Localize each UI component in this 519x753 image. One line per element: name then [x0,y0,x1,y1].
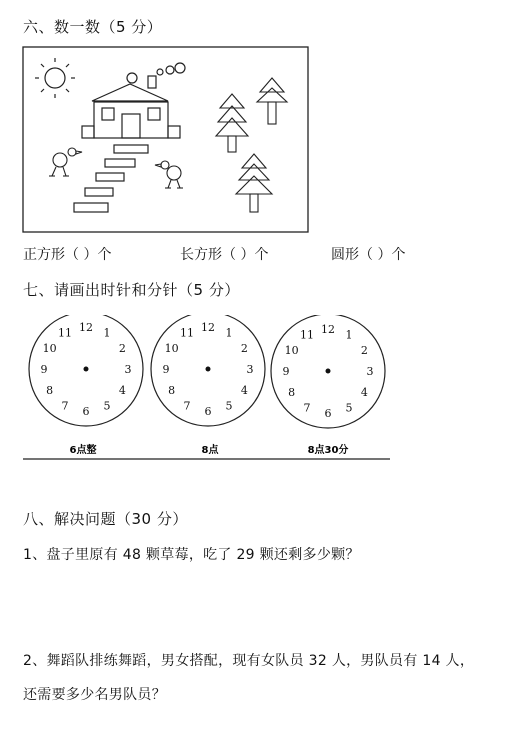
picture-frame [23,47,308,232]
clock-number-8: 8 [46,384,54,397]
clock-number-7: 7 [61,399,69,413]
clock-number-12: 12 [79,321,93,334]
clock-number-11: 11 [58,326,72,340]
clock-caption-2: 8点 [201,445,219,456]
clock-caption-1: 6点整 [69,445,97,456]
clock-number-9: 9 [162,363,170,376]
clock-number-11: 11 [300,328,314,342]
clock-number-7: 7 [183,399,191,413]
question-1: 1、盘子里原有 48 颗草莓，吃了 29 颗还剩多少颗？ [23,547,360,563]
clock-number-1: 1 [345,328,353,342]
section6-title: 六、数一数（5 分） [23,18,163,36]
bird-right-figure [155,161,183,188]
tree-right-figure [257,78,287,124]
house-figure [82,63,185,138]
tree-left-figure [216,94,248,152]
clock-number-8: 8 [288,386,296,399]
section7-title: 七、请画出时针和分针（5 分） [23,281,240,299]
clock-center-dot [84,367,89,372]
circle-count-label: 圆形（ ）个 [331,247,406,263]
clock-number-6: 6 [82,405,90,418]
clock-center-dot [206,367,211,372]
clock-face-2 [151,315,265,426]
sun-figure [35,58,75,98]
clocks-area [20,315,395,465]
clock-number-2: 2 [118,342,126,355]
question-2-line-1: 2、舞蹈队排练舞蹈，男女搭配，现有女队员 32 人，男队员有 14 人， [23,653,475,669]
steps-figure [74,145,148,212]
clock-caption-3: 8点30分 [307,445,349,456]
bird-left-figure [49,148,82,176]
clock-number-3: 3 [366,365,374,378]
clock-number-12: 12 [201,321,215,334]
clock-number-11: 11 [180,326,194,340]
clock-number-2: 2 [240,342,248,355]
clock-number-6: 6 [324,407,332,420]
clock-number-5: 5 [345,401,353,415]
clock-number-9: 9 [40,363,48,376]
clock-face-3 [271,315,385,428]
clock-number-10: 10 [42,342,57,355]
clock-number-5: 5 [225,399,233,413]
clock-number-3: 3 [246,363,254,376]
section8-title: 八、解决问题（30 分） [23,510,188,528]
clock-face-1 [29,315,143,426]
clock-number-4: 4 [360,386,368,399]
clock-number-2: 2 [360,344,368,357]
clock-number-1: 1 [103,326,111,340]
clock-number-1: 1 [225,326,233,340]
clock-number-10: 10 [284,344,299,357]
clock-number-4: 4 [118,384,126,397]
clock-number-5: 5 [103,399,111,413]
clock-number-7: 7 [303,401,311,415]
clock-number-9: 9 [282,365,290,378]
shape-picture [22,46,310,234]
square-count-label: 正方形（ ）个 [23,247,112,263]
clock-number-6: 6 [204,405,212,418]
clock-center-dot [326,369,331,374]
clock-number-8: 8 [168,384,176,397]
clock-number-4: 4 [240,384,248,397]
question-2-line-2: 还需要多少名男队员？ [23,687,166,703]
rectangle-count-label: 长方形（ ）个 [180,247,269,263]
tree-bottom-figure [236,154,272,212]
clock-number-3: 3 [124,363,132,376]
clock-number-12: 12 [321,323,335,336]
clock-number-10: 10 [164,342,179,355]
